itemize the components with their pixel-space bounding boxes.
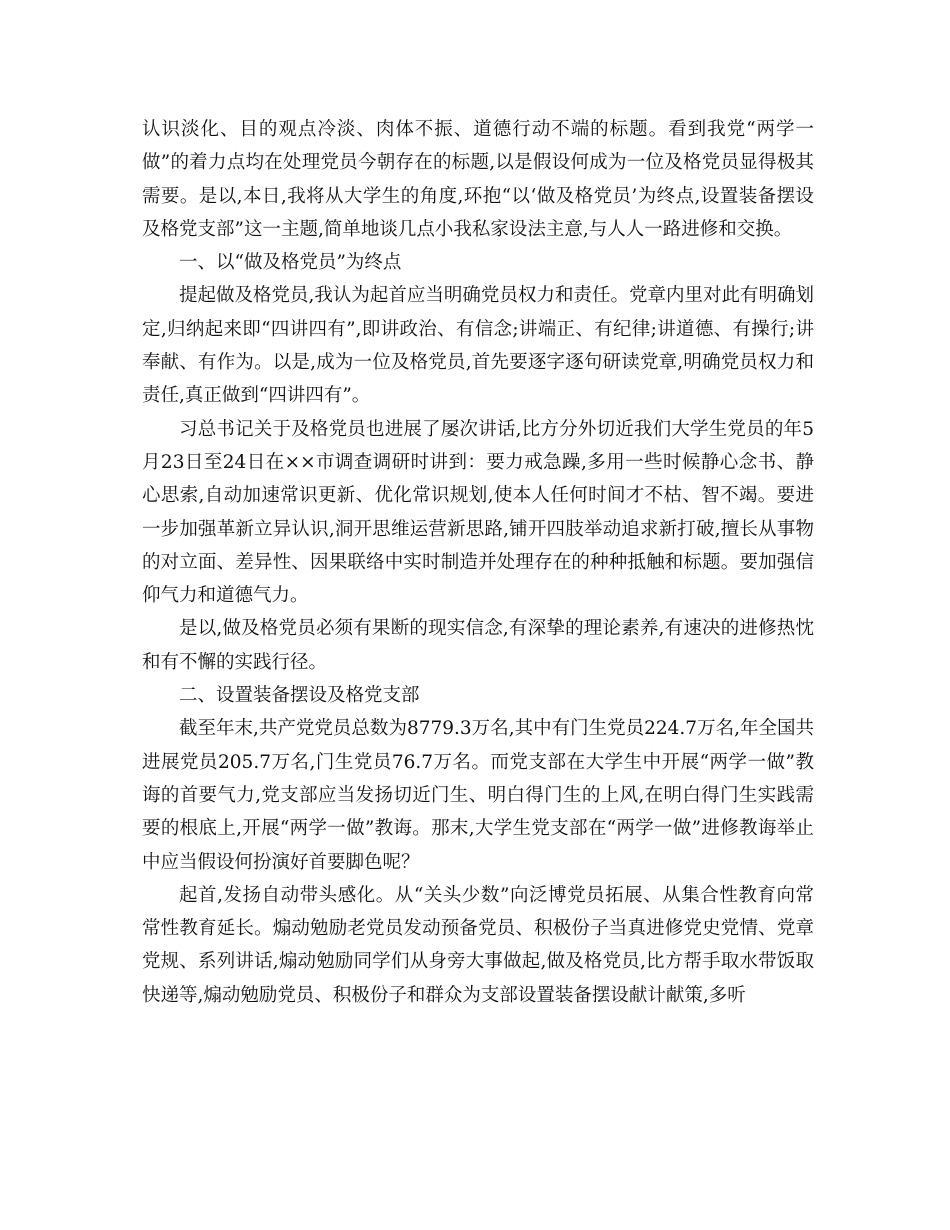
paragraph-statistics: 截至年末,共产党党员总数为8779.3万名,其中有门生党员224.7万名,年全国共进展党员205.7万名,门生党员76.7万名。而党支部在大学生中开展“两学一做”教诲的首要气力,党支部应当发扬切近门生、明白得门生的上风,在明白得门生实践需要的根底上,开展“两学一做”教诲。那末,大学生党支部在“两学一做”进修教诲举止中应当假设何扮演好首要脚色呢？: [142, 718, 814, 873]
paragraph-conclusion-1: 是以,做及格党员必须有果断的现实信念,有深挚的理论素养,有速决的进修热忱和有不懈的实践行径。: [142, 618, 814, 673]
section-heading-2: 二、设置装备摆设及格党支部: [179, 685, 420, 707]
paragraph-intro-continued: 认识淡化、目的观点冷淡、肉体不振、道德行动不端的标题。看到我党“两学一做”的着力点均在处理党员今朝存在的标题,以是假设何成为一位及格党员显得极其需要。是以,本日,我将从大学生的角度,环抱“以‘做及格党员’为终点,设置装备摆设及格党支部”这一主题,简单地谈几点小我私家设法主意,与人人一路进修和交换。: [142, 119, 814, 240]
section-heading-1: 一、以“做及格党员”为终点: [179, 252, 402, 274]
paragraph-speech-quote: 习总书记关于及格党员也进展了屡次讲话,比方分外切近我们大学生党员的年5月23日至24日在××市调查调研时讲到：要力戒急躁,多用一些时候静心念书、静心思索,自动加速常识更新、优化常识规划,使本人任何时间才不枯、智不竭。要进一步加强革新立异认识,洞开思维运营新思路,铺开四肢举动追求新打破,擅长从事物的对立面、差异性、因果联络中实时制造并处理存在的种种抵触和标题。要加强信仰气力和道德气力。: [142, 418, 814, 607]
document-body: [142, 113, 814, 1012]
paragraph-party-duties: 提起做及格党员,我认为起首应当明确党员权力和责任。党章内里对此有明确划定,归纳起来即“四讲四有”,即讲政治、有信念;讲端正、有纪律;讲道德、有操行;讲奉献、有作为。以是,成为一位及格党员,首先要逐字逐句研读党章,明确党员权力和责任,真正做到“四讲四有”。: [142, 285, 814, 407]
paragraph-first-point: 起首,发扬自动带头感化。从“关头少数”向泛博党员拓展、从集合性教育向常常性教育延长。煽动勉励老党员发动预备党员、积极份子当真进修党史党情、党章党规、系列讲话,煽动勉励同学们从身旁大事做起,做及格党员,比方帮手取水带饭取快递等,煽动勉励党员、积极份子和群众为支部设置装备摆设献计献策,多听: [142, 884, 814, 1006]
